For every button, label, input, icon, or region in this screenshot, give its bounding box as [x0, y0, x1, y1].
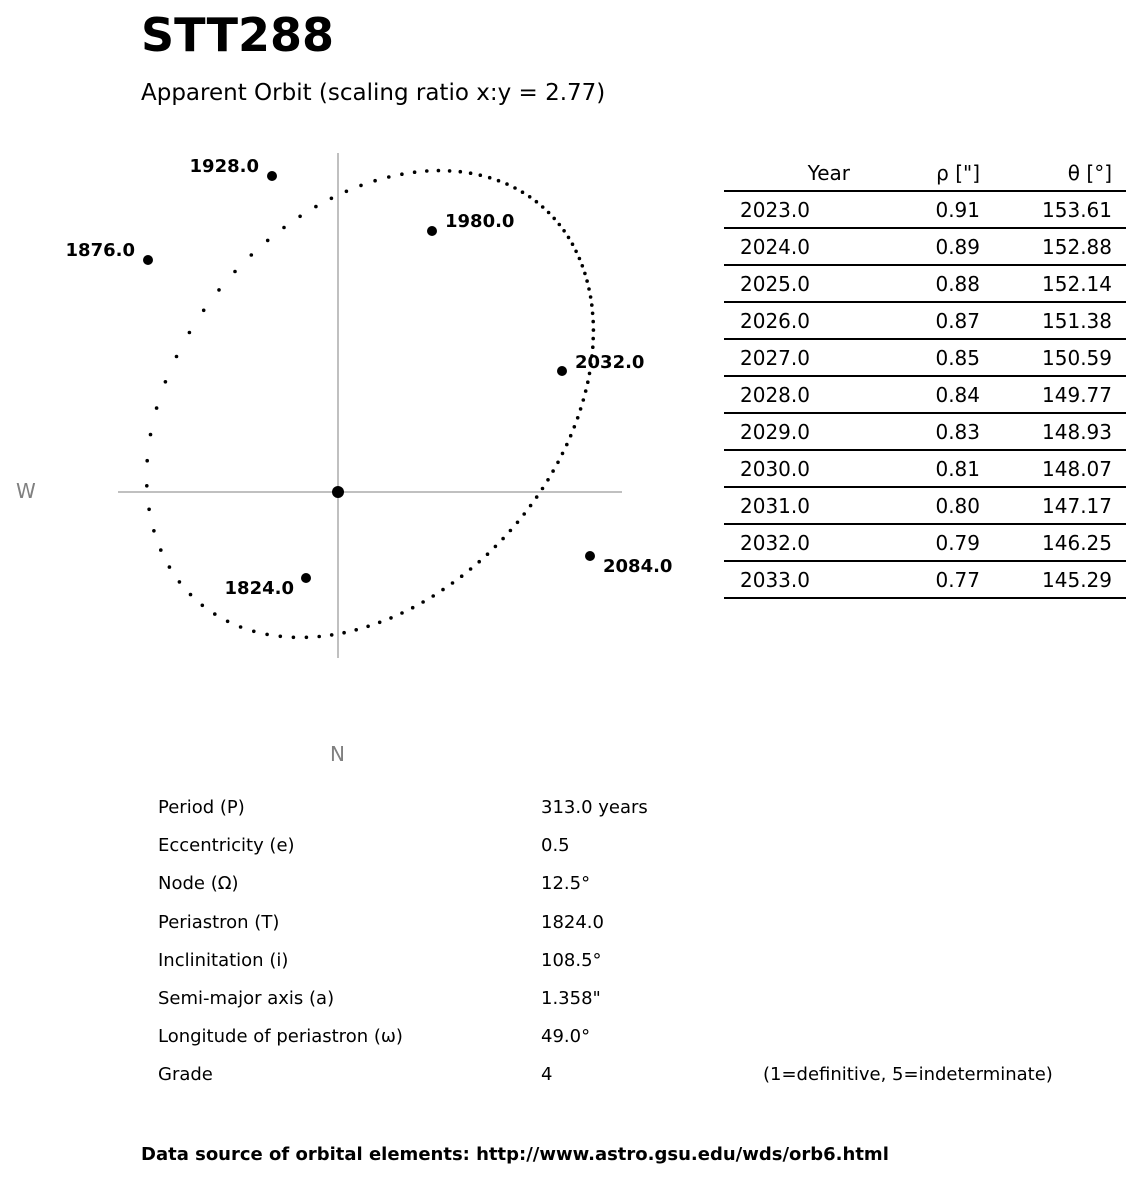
orbit-dot	[441, 588, 445, 592]
orbit-dot	[437, 169, 441, 173]
orbit-dot	[591, 345, 595, 349]
orbit-dot	[145, 459, 149, 463]
orbit-dot	[479, 173, 483, 177]
orbit-dot	[573, 425, 577, 429]
orbit-dot	[400, 172, 404, 176]
ephemeris-header-row	[724, 156, 1126, 191]
year-cell: 2029.0	[724, 413, 860, 450]
orbit-dot	[576, 416, 580, 420]
orbit-dot	[145, 484, 149, 488]
orbit-dot	[342, 631, 346, 635]
orbit-dot	[147, 508, 151, 512]
element-name: Semi-major axis (a)	[158, 987, 335, 1009]
element-name: Period (P)	[158, 797, 245, 818]
col-theta-header: θ [°]	[980, 156, 1126, 191]
table-row	[724, 228, 1126, 265]
year-cell: 2028.0	[724, 376, 860, 413]
orbit-dot	[188, 331, 192, 335]
orbit-dot	[213, 612, 217, 616]
year-cell: 2025.0	[724, 265, 860, 302]
orbit-dot	[488, 176, 492, 180]
orbit-dot	[425, 169, 429, 173]
theta-cell: 149.77	[980, 376, 1126, 413]
epoch-marker	[427, 226, 437, 236]
orbit-dot	[202, 309, 206, 313]
orbit-dot	[552, 217, 556, 221]
year-cell: 2033.0	[724, 561, 860, 598]
theta-cell: 148.07	[980, 450, 1126, 487]
orbit-dot	[152, 529, 156, 533]
theta-cell: 153.61	[980, 191, 1126, 228]
orbit-dot	[266, 239, 270, 243]
orbit-dot	[378, 621, 382, 625]
element-value: 313.0 years	[541, 797, 648, 818]
orbit-dot	[561, 452, 565, 456]
orbit-dot	[411, 606, 415, 610]
year-cell: 2026.0	[724, 302, 860, 339]
orbit-dot	[541, 205, 545, 209]
orbit-dot	[359, 184, 363, 188]
orbit-dot	[574, 250, 578, 254]
year-cell: 2023.0	[724, 191, 860, 228]
theta-cell: 145.29	[980, 561, 1126, 598]
element-value: 49.0°	[541, 1026, 591, 1048]
orbit-dot	[330, 197, 334, 201]
orbit-dot	[201, 604, 205, 608]
orbit-dot	[591, 320, 595, 324]
orbit-dot	[583, 272, 587, 276]
theta-cell: 150.59	[980, 339, 1126, 376]
rho-cell: 0.77	[860, 561, 980, 598]
orbit-dot	[592, 328, 596, 332]
rho-cell: 0.91	[860, 191, 980, 228]
element-value: 0.5	[541, 835, 570, 857]
rho-cell: 0.80	[860, 487, 980, 524]
orbit-dot	[501, 537, 505, 541]
epoch-label: 1824.0	[224, 578, 294, 599]
table-row	[724, 450, 1126, 487]
table-row	[724, 302, 1126, 339]
orbit-dot	[175, 355, 179, 359]
orbit-dots	[145, 169, 595, 639]
element-name: Periastron (T)	[158, 911, 280, 933]
ephemeris-table	[724, 156, 1126, 599]
orbit-dot	[505, 182, 509, 186]
orbit-dot	[571, 242, 575, 246]
table-row	[724, 487, 1126, 524]
element-name: Inclinitation (i)	[158, 949, 289, 971]
orbit-dot	[345, 190, 349, 194]
theta-cell: 152.14	[980, 265, 1126, 302]
orbit-dot	[535, 495, 539, 499]
orbit-dot	[529, 504, 533, 508]
orbit-dot	[509, 529, 513, 533]
orbit-dot	[562, 229, 566, 233]
orbit-dot	[528, 195, 532, 199]
orbit-dot	[330, 633, 334, 637]
orbit-dot	[159, 548, 163, 552]
table-row	[724, 561, 1126, 598]
rho-cell: 0.88	[860, 265, 980, 302]
theta-cell: 148.93	[980, 413, 1126, 450]
orbit-dot	[421, 600, 425, 604]
orbit-dot	[551, 469, 555, 473]
rho-cell: 0.85	[860, 339, 980, 376]
orbit-dot	[168, 565, 172, 569]
epoch-label: 1876.0	[65, 240, 135, 261]
orbit-dot	[305, 636, 309, 640]
orbit-dot	[541, 487, 545, 491]
orbit-dot	[292, 636, 296, 640]
orbit-dot	[522, 512, 526, 516]
orbit-dot	[556, 461, 560, 465]
epoch-marker	[267, 171, 277, 181]
orbit-dot	[565, 443, 569, 447]
orbit-dot	[558, 223, 562, 227]
orbit-dot	[587, 287, 591, 291]
table-row	[724, 413, 1126, 450]
orbit-dot	[413, 170, 417, 174]
orbit-dot	[400, 611, 404, 615]
orbit-dot	[226, 620, 230, 624]
orbit-dot	[250, 253, 254, 257]
theta-cell: 146.25	[980, 524, 1126, 561]
orbit-dot	[354, 628, 358, 632]
orbit-dot	[239, 625, 243, 629]
orbit-dot	[513, 186, 517, 190]
orbit-dot	[451, 581, 455, 585]
orbit-dot	[516, 521, 520, 525]
orbit-dot	[155, 406, 159, 410]
orbit-dot	[279, 635, 283, 639]
data-source-note: Data source of orbital elements: http://www.astro.gsu.edu/wds/orb6.html	[141, 1144, 889, 1165]
orbit-dot	[590, 303, 594, 307]
rho-cell: 0.79	[860, 524, 980, 561]
epoch-marker	[143, 255, 153, 265]
col-year-header: Year	[724, 156, 860, 191]
orbit-dot	[586, 380, 590, 384]
element-note: (1=definitive, 5=indeterminate)	[763, 1064, 1053, 1086]
element-name: Longitude of periastron (ω)	[158, 1026, 403, 1048]
rho-cell: 0.84	[860, 376, 980, 413]
year-cell: 2032.0	[724, 524, 860, 561]
orbit-dot	[164, 380, 168, 384]
year-cell: 2031.0	[724, 487, 860, 524]
orbit-dot	[591, 337, 595, 341]
element-value: 108.5°	[541, 949, 602, 971]
element-value: 1.358"	[541, 987, 601, 1009]
orbit-dot	[389, 616, 393, 620]
west-label: W	[16, 479, 36, 503]
orbit-dot	[265, 633, 269, 637]
orbit-dot	[459, 170, 463, 174]
epoch-label: 2032.0	[575, 352, 645, 373]
orbit-dot	[282, 226, 286, 230]
orbit-dot	[585, 279, 589, 283]
orbit-dot	[317, 635, 321, 639]
orbit-dot	[314, 205, 318, 209]
primary-star	[332, 486, 344, 498]
rho-cell: 0.81	[860, 450, 980, 487]
element-name: Eccentricity (e)	[158, 835, 295, 857]
epoch-label: 1928.0	[189, 156, 259, 177]
orbit-dot	[233, 270, 237, 274]
element-value: 4	[541, 1064, 553, 1086]
year-cell: 2024.0	[724, 228, 860, 265]
orbit-dot	[217, 288, 221, 292]
element-name: Grade	[158, 1064, 213, 1086]
orbit-dot	[579, 407, 583, 411]
orbit-dot	[189, 593, 193, 597]
orbit-dot	[589, 295, 593, 299]
col-rho-header: ρ ["]	[860, 156, 980, 191]
orbit-dot	[486, 552, 490, 556]
orbit-dot	[373, 179, 377, 183]
epoch-marker	[301, 573, 311, 583]
orbit-dot	[567, 236, 571, 240]
epoch-marker	[557, 366, 567, 376]
element-value: 1824.0	[541, 911, 604, 933]
epoch-marker	[585, 551, 595, 561]
theta-cell: 147.17	[980, 487, 1126, 524]
orbit-dot	[497, 179, 501, 183]
rho-cell: 0.83	[860, 413, 980, 450]
theta-cell: 151.38	[980, 302, 1126, 339]
element-name: Node (Ω)	[158, 873, 239, 895]
orbit-dot	[387, 175, 391, 179]
year-cell: 2030.0	[724, 450, 860, 487]
epoch-marks	[66, 156, 673, 599]
orbit-dot	[578, 257, 582, 261]
epoch-label: 2084.0	[603, 556, 673, 577]
table-row	[724, 524, 1126, 561]
orbit-dot	[547, 211, 551, 215]
orbit-dot	[521, 190, 525, 194]
orbit-dot	[569, 434, 573, 438]
orbit-dot	[582, 398, 586, 402]
element-value: 12.5°	[541, 873, 591, 895]
orbit-dot	[469, 171, 473, 175]
orbit-dot	[252, 630, 256, 634]
orbit-dot	[460, 574, 464, 578]
page-subtitle: Apparent Orbit (scaling ratio x:y = 2.77)	[141, 80, 606, 106]
orbit-dot	[149, 433, 153, 437]
theta-cell: 152.88	[980, 228, 1126, 265]
table-row	[724, 376, 1126, 413]
year-cell: 2027.0	[724, 339, 860, 376]
orbit-dot	[431, 594, 435, 598]
table-row	[724, 339, 1126, 376]
table-row	[724, 265, 1126, 302]
orbit-dot	[581, 264, 585, 268]
page-title: STT288	[141, 8, 334, 62]
orbit-dot	[584, 389, 588, 393]
orbit-dot	[298, 215, 302, 219]
orbit-dot	[477, 560, 481, 564]
rho-cell: 0.87	[860, 302, 980, 339]
orbit-chart	[0, 0, 700, 790]
north-label: N	[330, 742, 345, 766]
orbit-dot	[448, 169, 452, 173]
orbit-dot	[535, 200, 539, 204]
rho-cell: 0.89	[860, 228, 980, 265]
orbit-dot	[178, 580, 182, 584]
orbit-dot	[494, 545, 498, 549]
epoch-label: 1980.0	[445, 211, 515, 232]
orbit-dot	[546, 478, 550, 482]
orbit-dot	[469, 567, 473, 571]
table-row	[724, 191, 1126, 228]
orbit-dot	[591, 312, 595, 316]
orbit-dot	[366, 625, 370, 629]
